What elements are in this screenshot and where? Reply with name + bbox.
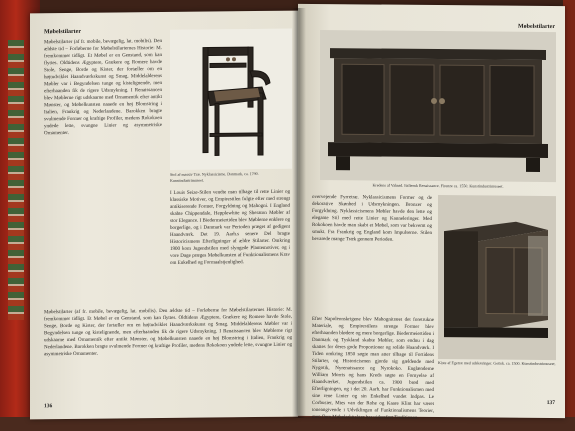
chair-caption: Stol af massiv Træ. Nyklassicisme. Danmark, ca. 1790. Kunstindustrimuseet. xyxy=(170,171,259,183)
chest-caption: Kiste af Egetræ med udskæringer. Gotisk. ca. 1500. Kunstindustrimuseet. xyxy=(438,360,556,367)
right-page-number: 137 xyxy=(546,400,555,407)
left-page xyxy=(30,11,298,420)
left-body-text-2-continued: Møbelstilarter (af fr. mobile, bevægelig, lat. mobilis). Den ældste tid – Forløberne for Møbelstilarternes Historie: M. fremkommer tidligt. Et Møbel er en Genstand, som kan flyttes. Oldtidens Ægyptere, Grækere og Romere havde Stole, Senge, Borde og Kister, der fortæller om en højtudviklet Haandværkskunst og Smag. Middelalderens Møbler var i Begyndelsen tunge og kistelignende, men efterhaanden fik de rigere Udsmykning. I Renaissancen blev Møblerne rigt udskaarne med Ornamentik efter antikt Mønster, og Møbelkunsten naaede en høj Blomstring i Italien, Frankrig og Nederlandene. Barokken bragte svulmende Former og kraftige Profiler, medens Rokokoen yndede lette, svungne Linier og asymmetriske Ornamenter. xyxy=(44,307,292,358)
chair-illustration xyxy=(170,29,292,170)
sideboard-caption: Kredens af Valnød. Italiensk Renaissance. Firenze ca. 1550. Kunstindustrimuseet. xyxy=(372,182,504,189)
right-page xyxy=(298,4,565,421)
chest-illustration xyxy=(438,195,556,360)
table-surface xyxy=(0,417,575,431)
left-body-text-2: I Louis Seize-Stilen vendte man tilbage til rette Linier og klassiske Motiver, og Empirestilen fulgte efter med strengt antikiserende Former, Forgyldning og Mahogni. I England skabte Chippendale, Hepplewhite og Sheraton Møbler af stor Elegance. I Biedermeiertiden blev Møblerne enklere og borgerlige, og i Danmark var Perioden præget af gedigent Haandværk. Det 19. Aarh.s senere Del bragte Historicismens Efterligninger af ældre Stilarter. Omkring 1900 kom Jugendstilen med slyngede Plantemotiver, og i vore Dage præges Møbelkunsten af Funktionalismens Krav om Enkelhed og Formaalstjenlighed. xyxy=(170,189,290,266)
sideboard-photo xyxy=(320,30,556,182)
chest-photo xyxy=(438,195,556,360)
book-gutter xyxy=(292,8,306,418)
right-body-text-2: Efter Napoleonskrigene blev Mahognitræet det foretrukne Materiale, og Empirestilens strenge Former blev efterhaanden blødere og mere borgerlige. Biedermeiertiden i Danmark og Tyskland skabte Møbler, som endnu i dag skattes for deres gode Proportioner og solide Haandværk. I Tiden omkring 1850 søgte man atter tilbage til Fortidens Stilarter, og Historicismen gjorde sig gældende med Nygotik, Nyrenaissance og Nyrokoko. Englænderne William Morris og hans Kreds søgte en Fornyelse af Haandværket. Jugendstilen ca. 1900 brød med Efterligningen, og i det 20. Aarh. har Funktionalismen med sine rene Linier og sin Enkelhed vundet Indpas. Le Corbusier, Mies van der Rohe og Kaare Klint har været toneangivende i Udviklingen af Funktionalismens Teorier, men flere Møbelarkitekter har videreført Traditionen. xyxy=(312,316,434,421)
right-section-title: Møbelstilarter xyxy=(518,23,555,31)
right-text-column-upper xyxy=(312,194,432,315)
chair-photo xyxy=(170,29,292,170)
sideboard-illustration xyxy=(320,30,556,182)
right-body-text-1: overvejende Fyrretræ. Nyklassicismens Former og de dekorative Skønhed i Udsmykningen. Bronzer og Forgyldning. Nyklassicismens Møbler havde den lette og elegante Stil med rette Linier og Kanneleringer. Med Rokokoen havde man skabt et Møbel, som var bekvemt og smukt. Fra Frankrig og England kom Impulserne. Stilen bevarede mange Træk gennem Perioden. xyxy=(312,194,432,243)
book-spines-stack xyxy=(8,40,24,320)
right-text-column-lower xyxy=(312,316,434,421)
left-page-number: 136 xyxy=(44,403,53,410)
left-text-column-upper xyxy=(44,38,162,309)
left-text-column-lower xyxy=(44,307,292,400)
left-body-text-1: Møbelstilarter (af fr. mobile, bevægelig, lat. mobilis). Den ældste tid – Forløberne for Møbelstilarternes Historie: M. fremkommer tidligt. Et Møbel er en Genstand, som kan flyttes. Oldtidens Ægyptere, Grækere og Romere havde Stole, Senge, Borde og Kister, der fortæller om en højtudviklet Haandværkskunst og Smag. Middelalderens Møbler var i Begyndelsen tunge og kistelignende, men efterhaanden fik de rigere Udsmykning. I Renaissancen blev Møblerne rigt udskaarne med Ornamentik efter antikt Mønster, og Møbelkunsten naaede en høj Blomstring i Italien, Frankrig og Nederlandene. Barokken bragte svulmende Former og kraftige Profiler, medens Rokokoen yndede lette, svungne Linier og asymmetriske Ornamenter. xyxy=(44,39,162,137)
left-section-title: Møbelstilarter xyxy=(44,28,81,36)
left-text-column-right xyxy=(170,189,290,308)
